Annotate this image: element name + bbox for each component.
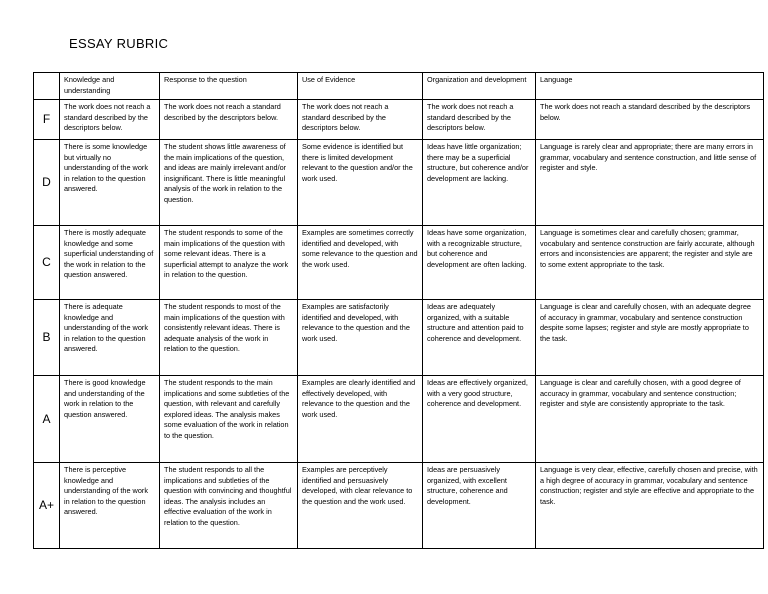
table-cell: There is mostly adequate knowledge and some superficial understanding of the work in relation to the question answered. [60,226,160,300]
table-cell: Language is rarely clear and appropriate; there are many errors in grammar, vocabulary and sentence construction, and little sense of register and style. [536,140,764,226]
header-cell-evidence: Use of Evidence [298,73,423,100]
table-cell: Language is very clear, effective, carefully chosen and precise, with a high degree of accuracy in grammar, vocabulary and sentence construction; register and style are effective and appropriate to the task. [536,463,764,549]
table-cell: The work does not reach a standard described by the descriptors below. [536,100,764,140]
table-cell: The student responds to most of the main implications of the question with consistently relevant ideas. There is adequate analysis of the work in relation to the question. [160,300,298,376]
table-cell: The work does not reach a standard described by the descriptors below. [298,100,423,140]
header-cell-organization: Organization and development [423,73,536,100]
table-cell: Ideas are effectively organized, with a very good structure, coherence and development. [423,376,536,463]
header-cell-grade [34,73,60,100]
table-cell: The work does not reach a standard described by the descriptors below. [60,100,160,140]
table-cell: There is adequate knowledge and understanding of the work in relation to the question answered. [60,300,160,376]
header-cell-knowledge: Knowledge and understanding [60,73,160,100]
grade-label: F [34,100,60,140]
grade-label: B [34,300,60,376]
table-cell: There is perceptive knowledge and understanding of the work in relation to the question answered. [60,463,160,549]
table-row [34,300,764,376]
rubric-table [33,72,764,549]
table-cell: Ideas are adequately organized, with a suitable structure and attention paid to coherence and development. [423,300,536,376]
table-cell: Examples are sometimes correctly identified and developed, with some relevance to the question and the work used. [298,226,423,300]
table-cell: Language is clear and carefully chosen, with a good degree of accuracy in grammar, vocabulary and sentence construction; register and style are consistently appropriate to the task. [536,376,764,463]
table-cell: There is some knowledge but virtually no understanding of the work in relation to the question answered. [60,140,160,226]
table-cell: Examples are satisfactorily identified and developed, with relevance to the question and the work used. [298,300,423,376]
table-cell: The student shows little awareness of the main implications of the question, and ideas are mainly irrelevant and/or insignificant. There is little meaningful analysis of the work in relation to the question. [160,140,298,226]
table-row [34,226,764,300]
page-title: ESSAY RUBRIC [69,36,169,51]
table-cell: The work does not reach a standard described by the descriptors below. [423,100,536,140]
table-row [34,100,764,140]
table-cell: Some evidence is identified but there is limited development relevant to the question and/or the work used. [298,140,423,226]
table-cell: There is good knowledge and understanding of the work in relation to the question answered. [60,376,160,463]
header-cell-language: Language [536,73,764,100]
table-cell: Ideas have little organization; there may be a superficial structure, but coherence and/or development are lacking. [423,140,536,226]
header-row [34,73,764,100]
grade-label: C [34,226,60,300]
header-cell-response: Response to the question [160,73,298,100]
table-cell: Ideas are persuasively organized, with excellent structure, coherence and development. [423,463,536,549]
table-cell: The student responds to all the implications and subtleties of the question with convincing and thoughtful ideas. The analysis includes an effective evaluation of the work in relation to the question. [160,463,298,549]
table-cell: Examples are perceptively identified and persuasively developed, with clear relevance to the question and the work used. [298,463,423,549]
table-row [34,376,764,463]
table-cell: The work does not reach a standard described by the descriptors below. [160,100,298,140]
table-cell: Language is clear and carefully chosen, with an adequate degree of accuracy in grammar, vocabulary and sentence construction despite some lapses; register and style are mostly appropriate to the task. [536,300,764,376]
table-cell: Ideas have some organization, with a recognizable structure, but coherence and development are often lacking. [423,226,536,300]
grade-label: A+ [34,463,60,549]
table-cell: Language is sometimes clear and carefully chosen; grammar, vocabulary and sentence construction are fairly accurate, although errors and inconsistencies are apparent; the register and style are to some extent appropriate to the task. [536,226,764,300]
table-row [34,140,764,226]
grade-label: A [34,376,60,463]
table-cell: The student responds to the main implications and some subtleties of the question, with relevant and carefully explored ideas. The analysis makes some evaluation of the work in relation to the question. [160,376,298,463]
table-cell: The student responds to some of the main implications of the question with some relevant ideas. There is a superficial attempt to analyze the work in relation to the question. [160,226,298,300]
table-cell: Examples are clearly identified and effectively developed, with relevance to the question and the work used. [298,376,423,463]
grade-label: D [34,140,60,226]
table-row [34,463,764,549]
